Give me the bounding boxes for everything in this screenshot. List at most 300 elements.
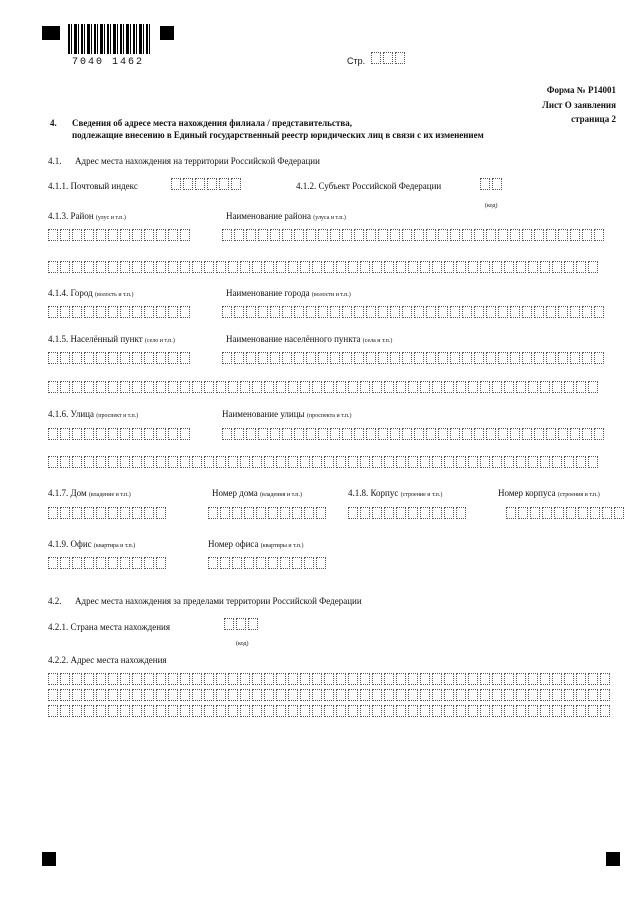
input-cell[interactable]: [180, 456, 190, 468]
input-cell[interactable]: [244, 557, 254, 569]
input-cell[interactable]: [552, 689, 562, 701]
input-cell[interactable]: [588, 456, 598, 468]
input-cell[interactable]: [378, 352, 388, 364]
input-cell[interactable]: [264, 261, 274, 273]
input-cell[interactable]: [546, 352, 556, 364]
input-cell[interactable]: [540, 261, 550, 273]
input-cell[interactable]: [372, 507, 382, 519]
input-cell[interactable]: [171, 178, 181, 190]
input-cell[interactable]: [456, 673, 466, 685]
input-cell[interactable]: [120, 456, 130, 468]
input-cell[interactable]: [546, 306, 556, 318]
input-cell[interactable]: [132, 352, 142, 364]
input-cell[interactable]: [432, 456, 442, 468]
input-cell[interactable]: [108, 507, 118, 519]
country-cells[interactable]: [224, 618, 260, 630]
input-cell[interactable]: [108, 352, 118, 364]
input-cell[interactable]: [132, 557, 142, 569]
input-cell[interactable]: [408, 507, 418, 519]
input-cell[interactable]: [268, 507, 278, 519]
input-cell[interactable]: [224, 618, 234, 630]
input-cell[interactable]: [168, 381, 178, 393]
house-type-cells[interactable]: [48, 507, 168, 519]
input-cell[interactable]: [84, 352, 94, 364]
input-cell[interactable]: [168, 689, 178, 701]
input-cell[interactable]: [378, 306, 388, 318]
input-cell[interactable]: [144, 261, 154, 273]
input-cell[interactable]: [540, 673, 550, 685]
input-cell[interactable]: [564, 689, 574, 701]
input-cell[interactable]: [60, 381, 70, 393]
input-cell[interactable]: [220, 507, 230, 519]
input-cell[interactable]: [360, 689, 370, 701]
input-cell[interactable]: [468, 381, 478, 393]
input-cell[interactable]: [84, 428, 94, 440]
input-cell[interactable]: [180, 381, 190, 393]
input-cell[interactable]: [316, 507, 326, 519]
input-cell[interactable]: [252, 705, 262, 717]
input-cell[interactable]: [216, 261, 226, 273]
input-cell[interactable]: [234, 306, 244, 318]
input-cell[interactable]: [132, 456, 142, 468]
input-cell[interactable]: [444, 456, 454, 468]
input-cell[interactable]: [348, 689, 358, 701]
input-cell[interactable]: [498, 428, 508, 440]
input-cell[interactable]: [444, 381, 454, 393]
input-cell[interactable]: [240, 456, 250, 468]
input-cell[interactable]: [288, 261, 298, 273]
input-cell[interactable]: [120, 428, 130, 440]
input-cell[interactable]: [96, 261, 106, 273]
input-cell[interactable]: [468, 261, 478, 273]
input-cell[interactable]: [270, 306, 280, 318]
input-cell[interactable]: [195, 178, 205, 190]
input-cell[interactable]: [240, 705, 250, 717]
input-cell[interactable]: [552, 705, 562, 717]
input-cell[interactable]: [408, 261, 418, 273]
input-cell[interactable]: [570, 306, 580, 318]
input-cell[interactable]: [72, 229, 82, 241]
input-cell[interactable]: [300, 705, 310, 717]
input-cell[interactable]: [252, 673, 262, 685]
input-cell[interactable]: [522, 352, 532, 364]
input-cell[interactable]: [60, 557, 70, 569]
input-cell[interactable]: [540, 456, 550, 468]
input-cell[interactable]: [60, 689, 70, 701]
input-cell[interactable]: [96, 507, 106, 519]
input-cell[interactable]: [180, 352, 190, 364]
input-cell[interactable]: [480, 381, 490, 393]
input-cell[interactable]: [316, 557, 326, 569]
input-cell[interactable]: [432, 381, 442, 393]
input-cell[interactable]: [450, 306, 460, 318]
input-cell[interactable]: [84, 673, 94, 685]
input-cell[interactable]: [492, 261, 502, 273]
input-cell[interactable]: [486, 352, 496, 364]
input-cell[interactable]: [216, 381, 226, 393]
input-cell[interactable]: [60, 428, 70, 440]
input-cell[interactable]: [384, 705, 394, 717]
page-number-cell[interactable]: [395, 52, 405, 64]
input-cell[interactable]: [204, 261, 214, 273]
input-cell[interactable]: [60, 456, 70, 468]
input-cell[interactable]: [96, 557, 106, 569]
input-cell[interactable]: [558, 352, 568, 364]
input-cell[interactable]: [372, 456, 382, 468]
input-cell[interactable]: [384, 261, 394, 273]
input-cell[interactable]: [402, 352, 412, 364]
input-cell[interactable]: [276, 261, 286, 273]
input-cell[interactable]: [570, 229, 580, 241]
input-cell[interactable]: [96, 381, 106, 393]
input-cell[interactable]: [360, 673, 370, 685]
input-cell[interactable]: [582, 306, 592, 318]
input-cell[interactable]: [504, 456, 514, 468]
input-cell[interactable]: [288, 689, 298, 701]
input-cell[interactable]: [498, 352, 508, 364]
input-cell[interactable]: [336, 689, 346, 701]
input-cell[interactable]: [528, 381, 538, 393]
input-cell[interactable]: [84, 689, 94, 701]
input-cell[interactable]: [180, 229, 190, 241]
input-cell[interactable]: [108, 557, 118, 569]
input-cell[interactable]: [168, 456, 178, 468]
input-cell[interactable]: [180, 261, 190, 273]
input-cell[interactable]: [168, 229, 178, 241]
input-cell[interactable]: [72, 428, 82, 440]
input-cell[interactable]: [276, 673, 286, 685]
input-cell[interactable]: [390, 306, 400, 318]
input-cell[interactable]: [246, 306, 256, 318]
input-cell[interactable]: [312, 456, 322, 468]
locality-name-cells-row2[interactable]: [48, 381, 600, 393]
input-cell[interactable]: [276, 381, 286, 393]
input-cell[interactable]: [540, 689, 550, 701]
input-cell[interactable]: [504, 705, 514, 717]
page-number-cell[interactable]: [371, 52, 381, 64]
input-cell[interactable]: [282, 229, 292, 241]
subject-cells[interactable]: [480, 178, 504, 190]
input-cell[interactable]: [576, 261, 586, 273]
input-cell[interactable]: [420, 705, 430, 717]
input-cell[interactable]: [480, 261, 490, 273]
input-cell[interactable]: [144, 673, 154, 685]
input-cell[interactable]: [288, 705, 298, 717]
input-cell[interactable]: [546, 229, 556, 241]
input-cell[interactable]: [456, 705, 466, 717]
input-cell[interactable]: [504, 261, 514, 273]
input-cell[interactable]: [432, 689, 442, 701]
input-cell[interactable]: [588, 673, 598, 685]
input-cell[interactable]: [396, 261, 406, 273]
input-cell[interactable]: [60, 673, 70, 685]
input-cell[interactable]: [396, 673, 406, 685]
input-cell[interactable]: [564, 705, 574, 717]
input-cell[interactable]: [474, 428, 484, 440]
input-cell[interactable]: [156, 557, 166, 569]
input-cell[interactable]: [48, 381, 58, 393]
input-cell[interactable]: [542, 507, 552, 519]
input-cell[interactable]: [468, 705, 478, 717]
input-cell[interactable]: [72, 352, 82, 364]
input-cell[interactable]: [132, 381, 142, 393]
page-number-cell[interactable]: [383, 52, 393, 64]
input-cell[interactable]: [510, 428, 520, 440]
input-cell[interactable]: [552, 261, 562, 273]
input-cell[interactable]: [192, 456, 202, 468]
input-cell[interactable]: [48, 306, 58, 318]
input-cell[interactable]: [576, 673, 586, 685]
input-cell[interactable]: [300, 261, 310, 273]
input-cell[interactable]: [600, 705, 610, 717]
input-cell[interactable]: [232, 507, 242, 519]
input-cell[interactable]: [72, 705, 82, 717]
input-cell[interactable]: [378, 229, 388, 241]
input-cell[interactable]: [120, 689, 130, 701]
input-cell[interactable]: [360, 456, 370, 468]
input-cell[interactable]: [156, 456, 166, 468]
input-cell[interactable]: [208, 557, 218, 569]
input-cell[interactable]: [408, 673, 418, 685]
input-cell[interactable]: [156, 673, 166, 685]
input-cell[interactable]: [414, 229, 424, 241]
input-cell[interactable]: [180, 705, 190, 717]
input-cell[interactable]: [304, 557, 314, 569]
input-cell[interactable]: [192, 689, 202, 701]
input-cell[interactable]: [426, 306, 436, 318]
office-type-cells[interactable]: [48, 557, 168, 569]
input-cell[interactable]: [348, 381, 358, 393]
input-cell[interactable]: [426, 229, 436, 241]
input-cell[interactable]: [534, 306, 544, 318]
input-cell[interactable]: [144, 705, 154, 717]
input-cell[interactable]: [292, 557, 302, 569]
input-cell[interactable]: [420, 507, 430, 519]
input-cell[interactable]: [348, 261, 358, 273]
input-cell[interactable]: [282, 428, 292, 440]
input-cell[interactable]: [438, 306, 448, 318]
input-cell[interactable]: [602, 507, 612, 519]
input-cell[interactable]: [372, 673, 382, 685]
input-cell[interactable]: [144, 306, 154, 318]
input-cell[interactable]: [220, 557, 230, 569]
input-cell[interactable]: [168, 705, 178, 717]
input-cell[interactable]: [192, 673, 202, 685]
input-cell[interactable]: [336, 456, 346, 468]
input-cell[interactable]: [360, 381, 370, 393]
input-cell[interactable]: [480, 705, 490, 717]
input-cell[interactable]: [504, 689, 514, 701]
input-cell[interactable]: [576, 456, 586, 468]
input-cell[interactable]: [264, 381, 274, 393]
input-cell[interactable]: [554, 507, 564, 519]
input-cell[interactable]: [474, 306, 484, 318]
input-cell[interactable]: [444, 705, 454, 717]
input-cell[interactable]: [578, 507, 588, 519]
input-cell[interactable]: [564, 381, 574, 393]
input-cell[interactable]: [236, 618, 246, 630]
input-cell[interactable]: [96, 456, 106, 468]
street-name-cells-row2[interactable]: [48, 456, 600, 468]
input-cell[interactable]: [84, 306, 94, 318]
input-cell[interactable]: [72, 261, 82, 273]
input-cell[interactable]: [498, 306, 508, 318]
input-cell[interactable]: [144, 507, 154, 519]
input-cell[interactable]: [282, 352, 292, 364]
input-cell[interactable]: [426, 428, 436, 440]
input-cell[interactable]: [144, 456, 154, 468]
input-cell[interactable]: [246, 428, 256, 440]
city-type-cells[interactable]: [48, 306, 192, 318]
input-cell[interactable]: [468, 689, 478, 701]
input-cell[interactable]: [318, 428, 328, 440]
input-cell[interactable]: [294, 428, 304, 440]
input-cell[interactable]: [60, 229, 70, 241]
input-cell[interactable]: [366, 352, 376, 364]
input-cell[interactable]: [588, 705, 598, 717]
input-cell[interactable]: [594, 229, 604, 241]
input-cell[interactable]: [558, 306, 568, 318]
input-cell[interactable]: [552, 381, 562, 393]
input-cell[interactable]: [256, 507, 266, 519]
input-cell[interactable]: [522, 428, 532, 440]
input-cell[interactable]: [156, 428, 166, 440]
input-cell[interactable]: [600, 673, 610, 685]
input-cell[interactable]: [516, 705, 526, 717]
input-cell[interactable]: [120, 507, 130, 519]
input-cell[interactable]: [232, 557, 242, 569]
input-cell[interactable]: [486, 229, 496, 241]
input-cell[interactable]: [384, 673, 394, 685]
input-cell[interactable]: [132, 507, 142, 519]
input-cell[interactable]: [300, 456, 310, 468]
input-cell[interactable]: [108, 456, 118, 468]
input-cell[interactable]: [516, 689, 526, 701]
input-cell[interactable]: [156, 507, 166, 519]
input-cell[interactable]: [234, 428, 244, 440]
input-cell[interactable]: [156, 352, 166, 364]
input-cell[interactable]: [120, 673, 130, 685]
input-cell[interactable]: [456, 507, 466, 519]
street-name-cells-row1[interactable]: [222, 428, 606, 440]
input-cell[interactable]: [354, 306, 364, 318]
input-cell[interactable]: [518, 507, 528, 519]
input-cell[interactable]: [216, 673, 226, 685]
input-cell[interactable]: [450, 428, 460, 440]
input-cell[interactable]: [258, 428, 268, 440]
input-cell[interactable]: [402, 428, 412, 440]
input-cell[interactable]: [534, 229, 544, 241]
input-cell[interactable]: [420, 261, 430, 273]
input-cell[interactable]: [324, 261, 334, 273]
input-cell[interactable]: [522, 229, 532, 241]
input-cell[interactable]: [510, 306, 520, 318]
input-cell[interactable]: [438, 229, 448, 241]
input-cell[interactable]: [486, 306, 496, 318]
input-cell[interactable]: [600, 689, 610, 701]
input-cell[interactable]: [246, 352, 256, 364]
input-cell[interactable]: [132, 229, 142, 241]
input-cell[interactable]: [516, 381, 526, 393]
input-cell[interactable]: [256, 557, 266, 569]
input-cell[interactable]: [132, 261, 142, 273]
input-cell[interactable]: [280, 507, 290, 519]
input-cell[interactable]: [294, 352, 304, 364]
input-cell[interactable]: [48, 689, 58, 701]
street-type-cells[interactable]: [48, 428, 192, 440]
input-cell[interactable]: [576, 381, 586, 393]
input-cell[interactable]: [324, 673, 334, 685]
input-cell[interactable]: [252, 381, 262, 393]
input-cell[interactable]: [534, 352, 544, 364]
input-cell[interactable]: [96, 229, 106, 241]
input-cell[interactable]: [330, 306, 340, 318]
input-cell[interactable]: [168, 673, 178, 685]
input-cell[interactable]: [72, 507, 82, 519]
input-cell[interactable]: [582, 428, 592, 440]
input-cell[interactable]: [84, 456, 94, 468]
input-cell[interactable]: [156, 229, 166, 241]
input-cell[interactable]: [360, 261, 370, 273]
input-cell[interactable]: [72, 306, 82, 318]
input-cell[interactable]: [132, 428, 142, 440]
input-cell[interactable]: [258, 229, 268, 241]
input-cell[interactable]: [222, 306, 232, 318]
input-cell[interactable]: [222, 352, 232, 364]
input-cell[interactable]: [120, 381, 130, 393]
input-cell[interactable]: [144, 352, 154, 364]
input-cell[interactable]: [96, 352, 106, 364]
input-cell[interactable]: [336, 261, 346, 273]
input-cell[interactable]: [336, 673, 346, 685]
locality-name-cells-row1[interactable]: [222, 352, 606, 364]
city-name-cells[interactable]: [222, 306, 606, 318]
input-cell[interactable]: [306, 352, 316, 364]
input-cell[interactable]: [108, 705, 118, 717]
input-cell[interactable]: [384, 381, 394, 393]
input-cell[interactable]: [390, 229, 400, 241]
input-cell[interactable]: [450, 352, 460, 364]
input-cell[interactable]: [504, 673, 514, 685]
input-cell[interactable]: [510, 352, 520, 364]
input-cell[interactable]: [252, 261, 262, 273]
input-cell[interactable]: [516, 456, 526, 468]
input-cell[interactable]: [48, 705, 58, 717]
input-cell[interactable]: [306, 229, 316, 241]
page-number-cells[interactable]: [371, 52, 407, 64]
input-cell[interactable]: [492, 689, 502, 701]
input-cell[interactable]: [558, 229, 568, 241]
input-cell[interactable]: [294, 306, 304, 318]
input-cell[interactable]: [594, 352, 604, 364]
input-cell[interactable]: [576, 689, 586, 701]
input-cell[interactable]: [222, 229, 232, 241]
input-cell[interactable]: [396, 507, 406, 519]
input-cell[interactable]: [60, 507, 70, 519]
input-cell[interactable]: [120, 705, 130, 717]
input-cell[interactable]: [468, 673, 478, 685]
input-cell[interactable]: [156, 689, 166, 701]
input-cell[interactable]: [330, 352, 340, 364]
input-cell[interactable]: [168, 261, 178, 273]
input-cell[interactable]: [566, 507, 576, 519]
input-cell[interactable]: [444, 507, 454, 519]
input-cell[interactable]: [268, 557, 278, 569]
input-cell[interactable]: [144, 229, 154, 241]
input-cell[interactable]: [120, 306, 130, 318]
input-cell[interactable]: [426, 352, 436, 364]
input-cell[interactable]: [372, 261, 382, 273]
